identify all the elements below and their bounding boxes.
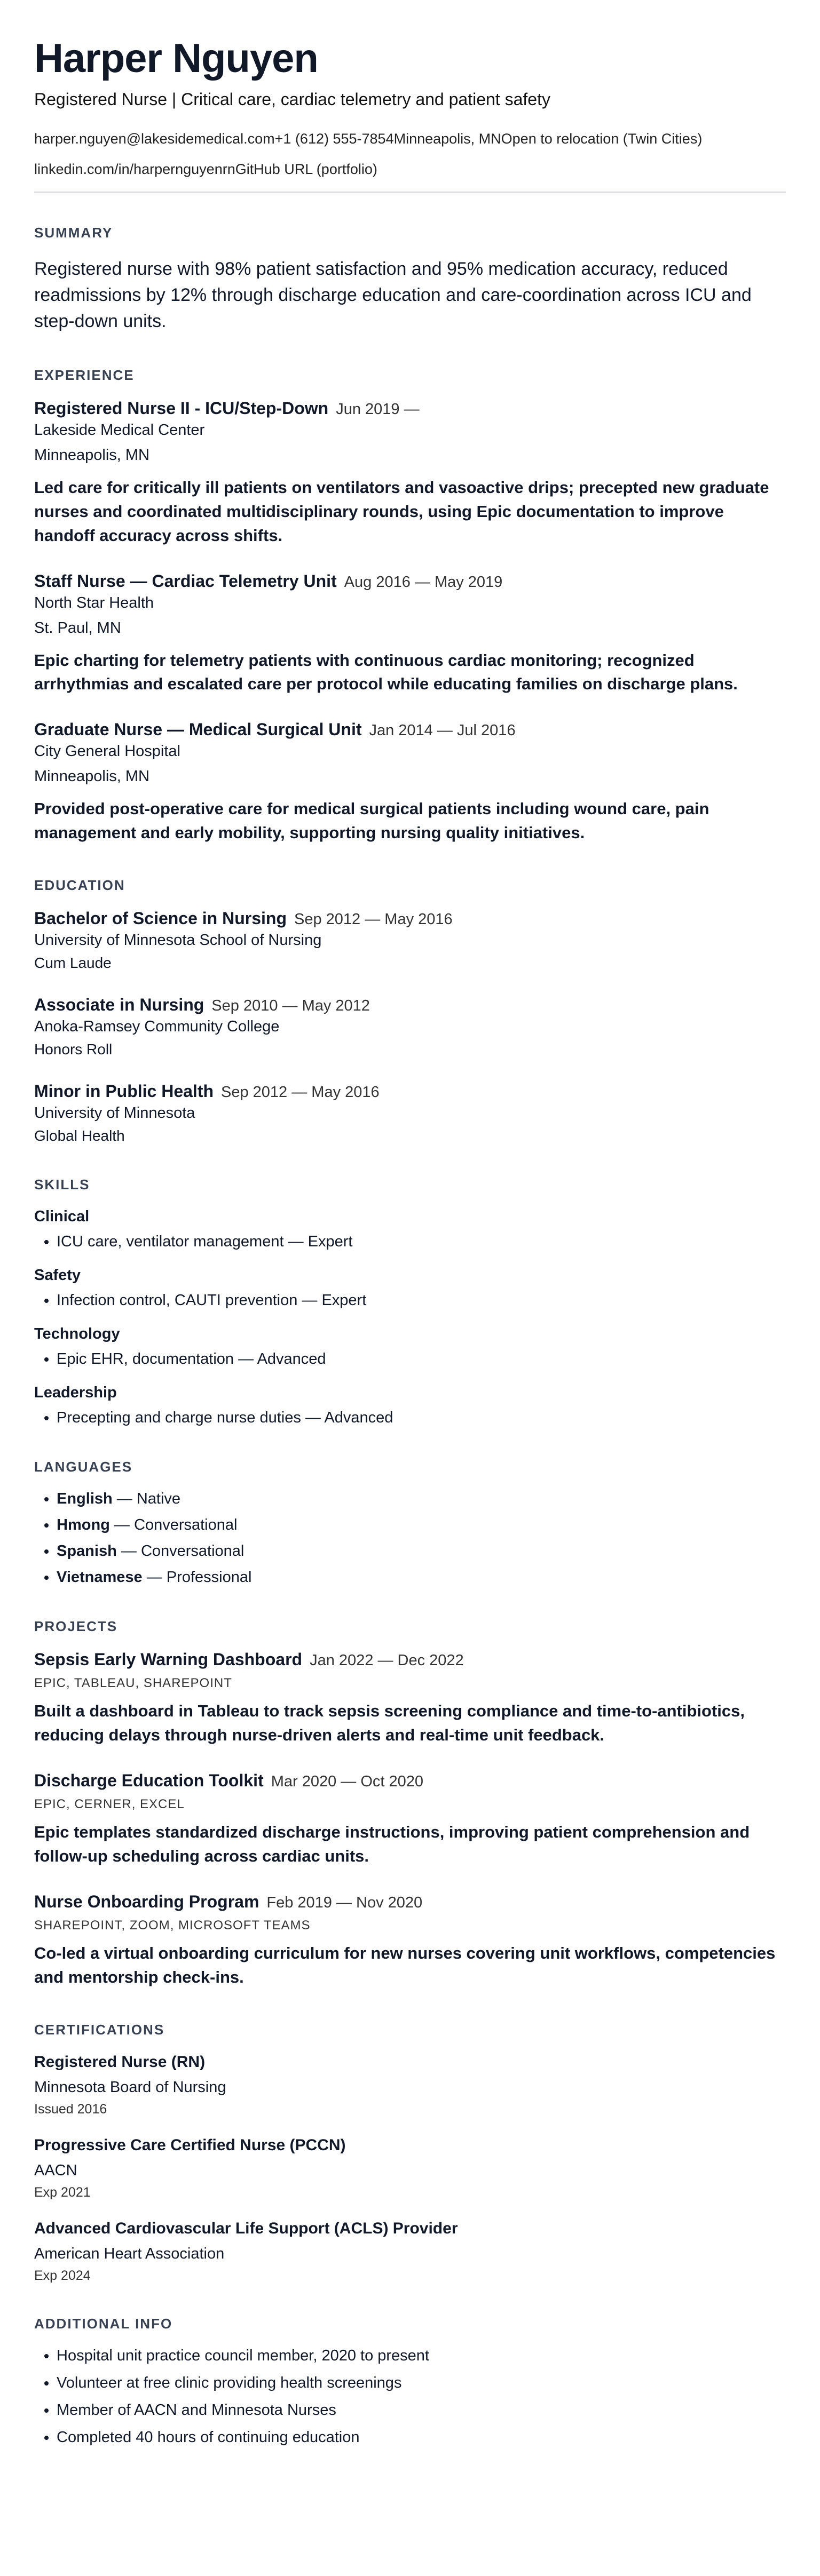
skill-group	[34, 1384, 786, 1427]
skill-item: • Infection control, CAUTI prevention — Expert	[57, 1292, 786, 1309]
degree-title: Minor in Public Health Sep 2012 — May 2016	[34, 1082, 380, 1101]
degree-title: Associate in Nursing Sep 2010 — May 2012	[34, 995, 370, 1015]
job-dates: Jun 2019 —	[336, 400, 420, 418]
summary-section	[34, 225, 786, 335]
experience-entry	[34, 571, 786, 697]
project-tech: SHAREPOINT, ZOOM, MICROSOFT TEAMS	[34, 1918, 311, 1933]
section-title: LANGUAGES	[34, 1459, 133, 1475]
certification-entry	[34, 2053, 786, 2117]
section-title: ADDITIONAL INFO	[34, 2315, 173, 2332]
education-entry	[34, 909, 786, 972]
job-description: Epic charting for telemetry patients with continuous cardiac monitoring; recognized arrhythmias and escalated care per protocol while educating families on discharge plans.	[34, 650, 738, 694]
experience-entry	[34, 720, 786, 845]
school-name: University of Minnesota	[34, 1104, 195, 1122]
email-link[interactable]: harper.nguyen@lakesidemedical.com	[34, 130, 275, 147]
skill-group	[34, 1208, 786, 1251]
project-entry	[34, 1771, 786, 1869]
project-title: Discharge Education Toolkit Mar 2020 — Oct 2020	[34, 1771, 424, 1791]
language-item: • Hmong — Conversational	[57, 1516, 786, 1534]
skill-item: • ICU care, ventilator management — Expert	[57, 1233, 786, 1251]
cert-issuer: AACN	[34, 2161, 77, 2179]
school-name: University of Minnesota School of Nursing	[34, 932, 322, 949]
skill-group-name: Clinical	[34, 1208, 90, 1226]
cert-title: Progressive Care Certified Nurse (PCCN)	[34, 2136, 346, 2154]
education-dates: Sep 2012 — May 2016	[294, 911, 453, 928]
certification-entry	[34, 2136, 786, 2200]
section-title: CERTIFICATIONS	[34, 2021, 165, 2038]
location-text: Minneapolis, MN	[393, 130, 501, 147]
cert-issuer: Minnesota Board of Nursing	[34, 2078, 226, 2096]
project-dates: Jan 2022 — Dec 2022	[310, 1652, 464, 1669]
extra-item: • Completed 40 hours of continuing education	[57, 2429, 786, 2446]
project-tech: EPIC, TABLEAU, SHAREPOINT	[34, 1676, 232, 1691]
section-title: SUMMARY	[34, 224, 113, 241]
cert-year: Exp 2024	[34, 2268, 91, 2283]
additional-info-section	[34, 2316, 786, 2446]
projects-section	[34, 1618, 786, 1990]
certification-entry	[34, 2220, 786, 2284]
language-item: • Vietnamese — Professional	[57, 1569, 786, 1586]
school-name: Anoka-Ramsey Community College	[34, 1018, 280, 1036]
job-description: Provided post-operative care for medical surgical patients including wound care, pain management and early mobility, supporting nursing quality initiatives.	[34, 799, 709, 842]
experience-section	[34, 367, 786, 846]
job-location: Minneapolis, MN	[34, 446, 149, 464]
education-section	[34, 877, 786, 1144]
github-note: URL (portfolio)	[284, 161, 377, 177]
project-description: Epic templates standardized discharge instructions, improving patient comprehension and follow-up scheduling across cardiac units.	[34, 1823, 750, 1866]
section-title: PROJECTS	[34, 1618, 118, 1635]
project-entry	[34, 1892, 786, 1990]
extra-item: • Member of AACN and Minnesota Nurses	[57, 2402, 786, 2419]
cert-title: Advanced Cardiovascular Life Support (ACLS) Provider	[34, 2219, 458, 2237]
job-title: Registered Nurse II - ICU/Step-Down Jun 2019 —	[34, 398, 420, 418]
employer: City General Hospital	[34, 743, 180, 760]
employer: North Star Health	[34, 594, 154, 611]
phone-text: +1 (612) 555-7854	[274, 130, 394, 147]
education-entry	[34, 1082, 786, 1144]
contact-line-2	[34, 161, 786, 178]
section-title: EDUCATION	[34, 877, 125, 894]
education-detail: Cum Laude	[34, 955, 112, 972]
skills-section	[34, 1176, 786, 1427]
education-dates: Sep 2012 — May 2016	[221, 1084, 380, 1101]
skill-group-name: Technology	[34, 1325, 120, 1343]
project-tech: EPIC, CERNER, EXCEL	[34, 1797, 185, 1812]
language-item: • English — Native	[57, 1490, 786, 1508]
project-title: Nurse Onboarding Program Feb 2019 — Nov 2020	[34, 1892, 423, 1911]
cert-issuer: American Heart Association	[34, 2245, 225, 2262]
headline: Registered Nurse | Critical care, cardiac telemetry and patient safety	[34, 89, 550, 109]
experience-entry	[34, 399, 786, 548]
skill-group	[34, 1325, 786, 1368]
skill-item: • Precepting and charge nurse duties — Advanced	[57, 1409, 786, 1427]
skill-group-name: Safety	[34, 1267, 81, 1284]
certifications-section	[34, 2022, 786, 2284]
skill-item: • Epic EHR, documentation — Advanced	[57, 1350, 786, 1368]
education-detail: Global Health	[34, 1127, 125, 1144]
cert-title: Registered Nurse (RN)	[34, 2053, 206, 2071]
job-title: Staff Nurse — Cardiac Telemetry Unit Aug 2016 — May 2019	[34, 571, 503, 591]
language-item: • Spanish — Conversational	[57, 1543, 786, 1560]
job-location: Minneapolis, MN	[34, 768, 149, 785]
job-title: Graduate Nurse — Medical Surgical Unit Jan 2014 — Jul 2016	[34, 720, 516, 740]
candidate-name: Harper Nguyen	[34, 36, 318, 81]
job-dates: Aug 2016 — May 2019	[344, 573, 503, 591]
github-link[interactable]: GitHub	[235, 161, 280, 177]
project-entry	[34, 1650, 786, 1747]
location-note: Open to relocation (Twin Cities)	[501, 130, 703, 147]
extra-item: • Hospital unit practice council member, 2020 to present	[57, 2347, 786, 2365]
extra-item: • Volunteer at free clinic providing health screenings	[57, 2374, 786, 2392]
summary-text: Registered nurse with 98% patient satisfaction and 95% medication accuracy, reduced readmissions by 12% through discharge education and care-coordination across ICU and step-down units.	[34, 258, 752, 332]
languages-section	[34, 1459, 786, 1586]
cert-year: Issued 2016	[34, 2101, 107, 2117]
cert-year: Exp 2021	[34, 2184, 91, 2200]
skill-group	[34, 1267, 786, 1309]
skill-group-name: Leadership	[34, 1384, 117, 1402]
project-title: Sepsis Early Warning Dashboard Jan 2022 — Dec 2022	[34, 1650, 464, 1669]
degree-title: Bachelor of Science in Nursing Sep 2012 — May 2016	[34, 909, 453, 928]
contact-line-1	[34, 131, 786, 147]
employer: Lakeside Medical Center	[34, 421, 205, 439]
header-divider	[34, 192, 786, 193]
section-title: EXPERIENCE	[34, 367, 135, 383]
job-location: St. Paul, MN	[34, 619, 121, 637]
section-title: SKILLS	[34, 1176, 90, 1193]
project-dates: Feb 2019 — Nov 2020	[266, 1894, 423, 1911]
job-dates: Jan 2014 — Jul 2016	[369, 722, 516, 740]
linkedin-link[interactable]: linkedin.com/in/harpernguyenrn	[34, 161, 235, 177]
project-description: Built a dashboard in Tableau to track sepsis screening compliance and time-to-antibiotics, reducing delays through nurse-driven alerts and real-time unit feedback.	[34, 1702, 745, 1745]
job-description: Led care for critically ill patients on ventilators and vasoactive drips; precepted new graduate nurses and coordinated multidisciplinary rounds, using Epic documentation to improve handoff accuracy across shifts.	[34, 478, 769, 545]
project-dates: Mar 2020 — Oct 2020	[271, 1773, 424, 1791]
education-dates: Sep 2010 — May 2012	[211, 997, 370, 1015]
education-detail: Honors Roll	[34, 1041, 113, 1058]
project-description: Co-led a virtual onboarding curriculum for new nurses covering unit workflows, competencies and mentorship check-ins.	[34, 1944, 776, 1986]
education-entry	[34, 995, 786, 1058]
